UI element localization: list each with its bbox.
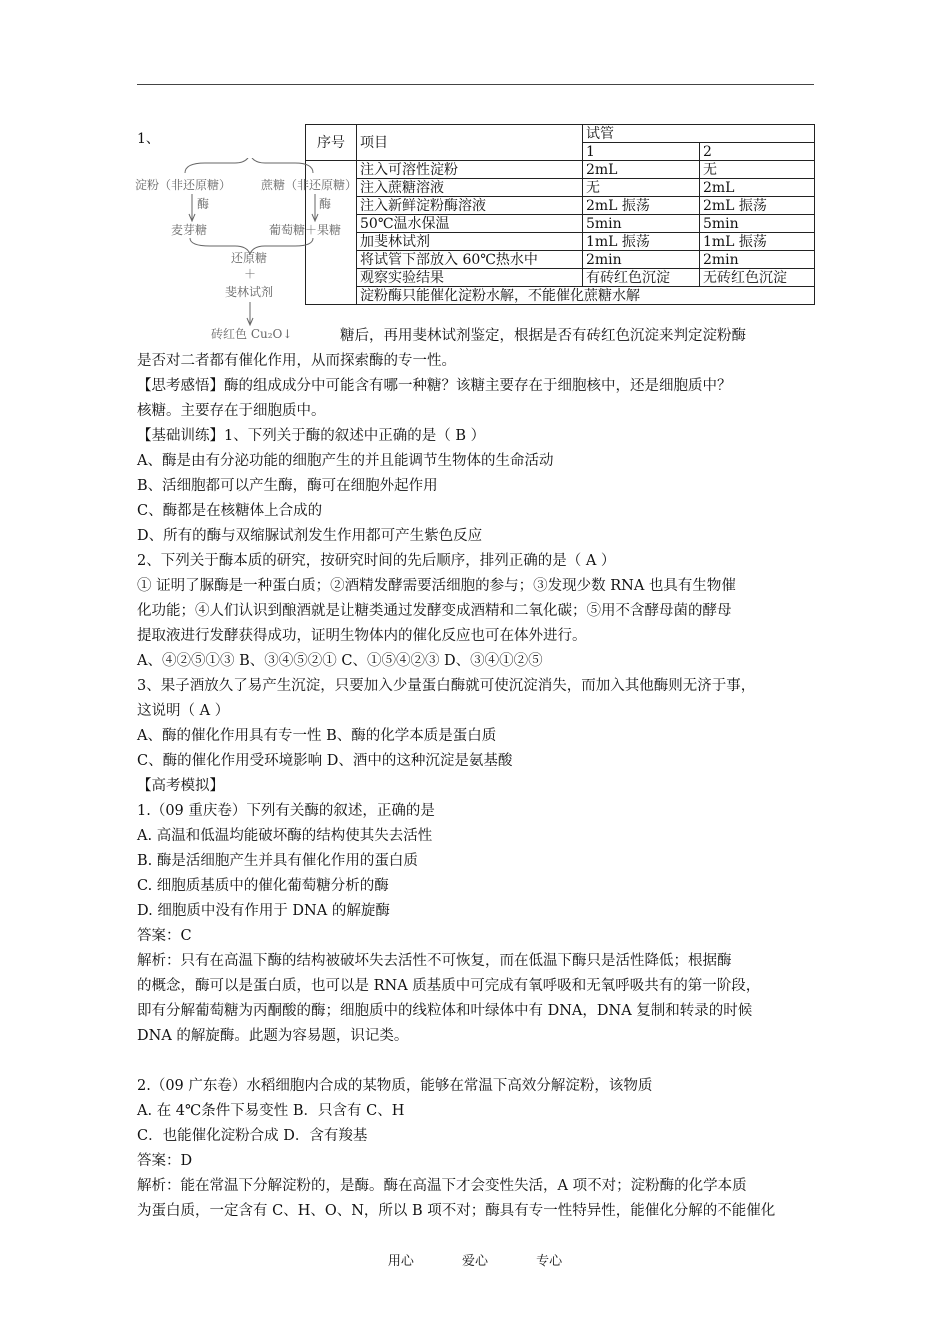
row-tube2: 2min xyxy=(700,251,815,269)
row-item: 将试管下部放入 60℃热水中 xyxy=(357,251,583,269)
col-tube-header: 试管 xyxy=(583,125,815,143)
enzyme-diagram xyxy=(135,158,365,348)
enzyme-right-label: 酶 xyxy=(319,197,332,211)
text-line: B. 酶是活细胞产生并具有催化作用的蛋白质 xyxy=(137,853,418,869)
table-row xyxy=(306,161,815,179)
text-line: A. 高温和低温均能破坏酶的结构使其失去活性 xyxy=(137,828,433,844)
text-line: 为蛋白质，一定含有 C、H、O、N，所以 B 项不对；酶具有专一性特异性，能催化分解的不能催化 xyxy=(137,1203,776,1219)
text-line: 2、下列关于酶本质的研究，按研究时间的先后顺序，排列正确的是（ A ） xyxy=(137,553,616,569)
row-tube1: 有砖红色沉淀 xyxy=(583,269,700,287)
text-line: 解析：只有在高温下酶的结构被破坏失去活性不可恢复，而在低温下酶只是活性降低；根据酶 xyxy=(137,953,732,969)
text-line: 化功能；④人们认识到酿酒就是让糖类通过发酵变成酒精和二氧化碳；⑤用不含酵母菌的酵母 xyxy=(137,603,732,619)
text-line: 3、果子酒放久了易产生沉淀，只要加入少量蛋白酶就可使沉淀消失，而加入其他酶则无济于事， xyxy=(137,678,756,694)
text-line: C、酶的催化作用受环境影响 D、酒中的这种沉淀是氨基酸 xyxy=(137,753,513,769)
row-item: 50℃温水保温 xyxy=(357,215,583,233)
table-row xyxy=(306,287,815,305)
text-line: 这说明（ A ） xyxy=(137,703,230,719)
row-item: 注入新鲜淀粉酶溶液 xyxy=(357,197,583,215)
text-line: 即有分解葡萄糖为丙酮酸的酶；细胞质中的线粒体和叶绿体中有 DNA，DNA 复制和转录的时候 xyxy=(137,1003,753,1019)
row-tube2: 1mL 振荡 xyxy=(700,233,815,251)
row-tube1: 1mL 振荡 xyxy=(583,233,700,251)
table-row xyxy=(306,197,815,215)
row-item: 注入蔗糖溶液 xyxy=(357,179,583,197)
text-line: 是否对二者都有催化作用，从而探索酶的专一性。 xyxy=(137,353,456,369)
header-rule xyxy=(137,84,814,85)
text-line: 提取液进行发酵获得成功，证明生物体内的催化反应也可在体外进行。 xyxy=(137,628,587,644)
enzyme-left-label: 酶 xyxy=(197,197,210,211)
row-tube1: 2mL 振荡 xyxy=(583,197,700,215)
text-line: D、所有的酶与双缩脲试剂发生作用都可产生紫色反应 xyxy=(137,528,483,544)
text-line: A、酶是由有分泌功能的细胞产生的并且能调节生物体的生命活动 xyxy=(137,453,554,469)
row-tube1: 2min xyxy=(583,251,700,269)
maltose-label: 麦芽糖 xyxy=(171,223,208,237)
text-line: 的概念，酶可以是蛋白质，也可以是 RNA 质基质中可完成有氧呼吸和无氧呼吸共有的第一阶段， xyxy=(137,978,761,994)
footer-word: 专心 xyxy=(536,1254,563,1269)
text-line: 答案：C xyxy=(137,928,192,944)
table-row xyxy=(306,179,815,197)
plus-label: ＋ xyxy=(244,267,257,281)
row-tube2: 5min xyxy=(700,215,815,233)
table-row xyxy=(306,215,815,233)
page-footer xyxy=(0,1250,950,1269)
text-line: A、酶的催化作用具有专一性 B、酶的化学本质是蛋白质 xyxy=(137,728,497,744)
text-line: ① 证明了脲酶是一种蛋白质；②酒精发酵需要活细胞的参与；③发现少数 RNA 也具有生物催 xyxy=(137,578,736,594)
reducing-sugar-label: 还原糖 xyxy=(231,251,268,265)
tube-2-header: 2 xyxy=(700,143,815,161)
text-line: C、酶都是在核糖体上合成的 xyxy=(137,503,323,519)
footer-word: 爱心 xyxy=(461,1254,488,1269)
col-item-header: 项目 xyxy=(357,125,583,161)
col-seq-header: 序号 xyxy=(306,125,357,161)
text-line: DNA 的解旋酶。此题为容易题，识记类。 xyxy=(137,1028,409,1044)
row-tube2: 无砖红色沉淀 xyxy=(700,269,815,287)
text-line: 1.（09 重庆卷）下列有关酶的叙述，正确的是 xyxy=(137,803,435,819)
table-row xyxy=(306,251,815,269)
row-tube2: 2mL xyxy=(700,179,815,197)
row-item: 观察实验结果 xyxy=(357,269,583,287)
row-item: 注入可溶性淀粉 xyxy=(357,161,583,179)
result-label: 砖红色 Cu₂O↓ xyxy=(211,327,293,341)
row-item: 加斐林试剂 xyxy=(357,233,583,251)
text-line: 【高考模拟】 xyxy=(137,778,224,794)
text-line: B、活细胞都可以产生酶，酶可在细胞外起作用 xyxy=(137,478,438,494)
sucrose-label: 蔗糖（非还原糖） xyxy=(261,178,358,192)
footer-word: 用心 xyxy=(387,1254,414,1269)
top-brace xyxy=(185,158,313,173)
table-row xyxy=(306,269,815,287)
text-line: A. 在 4℃条件下易变性 B．只含有 C、H xyxy=(137,1103,405,1119)
tube-1-header: 1 xyxy=(583,143,700,161)
text-line: 【思考感悟】酶的组成成分中可能含有哪一种糖？该糖主要存在于细胞核中，还是细胞质中？ xyxy=(137,378,732,394)
starch-label: 淀粉（非还原糖） xyxy=(135,178,232,192)
experiment-table xyxy=(305,124,815,305)
text-line: C．也能催化淀粉合成 D．含有羧基 xyxy=(137,1128,368,1144)
text-line: C. 细胞质基质中的催化葡萄糖分析的酶 xyxy=(137,878,389,894)
fehling-label: 斐林试剂 xyxy=(225,285,274,299)
text-line: 【基础训练】1、下列关于酶的叙述中正确的是（ B ） xyxy=(137,428,486,444)
text-line: 解析：能在常温下分解淀粉的，是酶。酶在高温下才会变性失活，A 项不对；淀粉酶的化学本质 xyxy=(137,1178,747,1194)
item-number: 1、 xyxy=(137,131,160,147)
glucose-fructose-label: 葡萄糖＋果糖 xyxy=(269,223,342,237)
text-line: 糖后，再用斐林试剂鉴定，根据是否有砖红色沉淀来判定淀粉酶 xyxy=(340,328,746,344)
row-tube1: 5min xyxy=(583,215,700,233)
text-line: 核糖。主要存在于细胞质中。 xyxy=(137,403,326,419)
row-tube1: 无 xyxy=(583,179,700,197)
text-line: D. 细胞质中没有作用于 DNA 的解旋酶 xyxy=(137,903,390,919)
text-line: 答案：D xyxy=(137,1153,193,1169)
table-row xyxy=(306,233,815,251)
text-line: A、④②⑤①③ B、③④⑤②① C、①⑤④②③ D、③④①②⑤ xyxy=(137,653,543,669)
row-tube1: 2mL xyxy=(583,161,700,179)
row-tube2: 2mL 振荡 xyxy=(700,197,815,215)
text-line: 2.（09 广东卷）水稻细胞内合成的某物质，能够在常温下高效分解淀粉，该物质 xyxy=(137,1078,653,1094)
conclusion-cell: 淀粉酶只能催化淀粉水解，不能催化蔗糖水解 xyxy=(357,287,815,305)
row-tube2: 无 xyxy=(700,161,815,179)
